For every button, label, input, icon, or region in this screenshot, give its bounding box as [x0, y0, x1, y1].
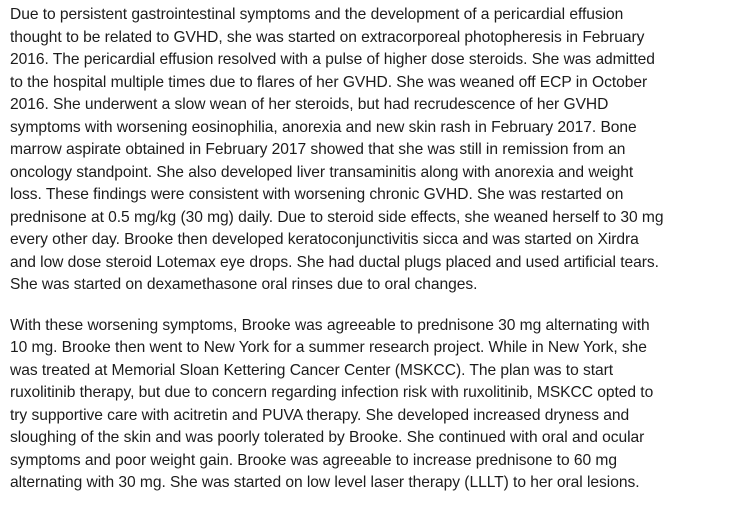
text-line: thought to be related to GVHD, she was started on extracorporeal photopheresis in February: [10, 28, 645, 46]
text-line: every other day. Brooke then developed keratoconjunctivitis sicca and was started on Xirdra: [10, 231, 639, 248]
text-line: Due to persistent gastrointestinal symptoms and the development of a pericardial effusion: [10, 6, 624, 23]
text-line: was treated at Memorial Sloan Kettering Cancer Center (MSKCC). The plan was to start: [10, 361, 614, 379]
text-line: 10 mg. Brooke then went to New York for a summer research project. While in New York, she: [10, 339, 647, 356]
text-line: 2016. The pericardial effusion resolved with a pulse of higher dose steroids. She was admitted: [10, 51, 655, 68]
text-line: and low dose steroid Lotemax eye drops. She had ductal plugs placed and used artificial tears.: [10, 253, 659, 271]
text-line: prednisone at 0.5 mg/kg (30 mg) daily. Due to steroid side effects, she weaned herself to 30 mg: [10, 208, 664, 226]
text-line: ruxolitinib therapy, but due to concern regarding infection risk with ruxolitinib, MSKCC opted to: [10, 384, 654, 401]
text-line: oncology standpoint. She also developed liver transaminitis along with anorexia and weight: [10, 163, 634, 181]
text-line: She was started on dexamethasone oral rinses due to oral changes.: [10, 276, 478, 293]
text-line: alternating with 30 mg. She was started on low level laser therapy (LLLT) to her oral lesions.: [10, 474, 640, 491]
paragraph-spacer: [10, 297, 732, 315]
text-line: symptoms with worsening eosinophilia, anorexia and new skin rash in February 2017. Bone: [10, 118, 637, 136]
text-line: 2016. She underwent a slow wean of her steroids, but had recrudescence of her GVHD: [10, 96, 609, 113]
text-line: to the hospital multiple times due to flares of her GVHD. She was weaned off ECP in October: [10, 73, 648, 91]
document-page: [10, 4, 732, 495]
paragraph-2: [10, 315, 732, 495]
text-line: try supportive care with acitretin and PUVA therapy. She developed increased dryness and: [10, 406, 630, 424]
text-line: loss. These findings were consistent with worsening chronic GVHD. She was restarted on: [10, 186, 624, 203]
text-line: symptoms and poor weight gain. Brooke was agreeable to increase prednisone to 60 mg: [10, 451, 617, 469]
text-line: With these worsening symptoms, Brooke was agreeable to prednisone 30 mg alternating with: [10, 316, 650, 334]
paragraph-1: [10, 4, 732, 297]
text-line: sloughing of the skin and was poorly tolerated by Brooke. She continued with oral and ocular: [10, 429, 645, 446]
text-line: marrow aspirate obtained in February 2017 showed that she was still in remission from an: [10, 141, 626, 158]
